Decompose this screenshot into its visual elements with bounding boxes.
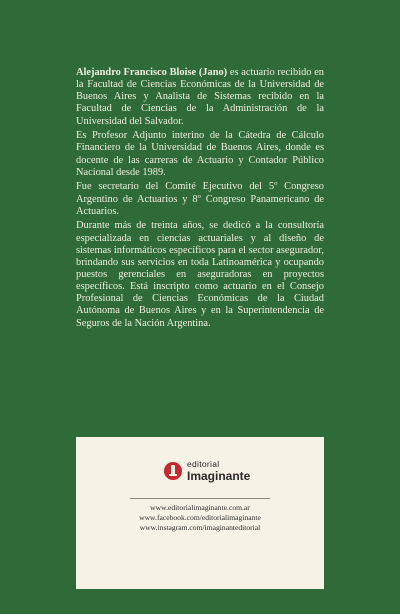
bio-intro-text: es actuario recibido en la Facultad de Ciencias Económicas de la Universidad de Buenos Aires y Analista de Sistemas recibido en la Facultad de Ciencias de la Administración de la Universidad del Salvador. (76, 67, 324, 127)
facebook-link[interactable]: www.facebook.com/editorialimaginante (139, 513, 261, 523)
publisher-logo (164, 458, 250, 484)
divider (130, 498, 270, 499)
publisher-links (76, 503, 324, 534)
publisher-prefix: editorial (187, 459, 220, 470)
publisher-box (76, 437, 324, 589)
instagram-link[interactable]: www.instagram.com/imaginanteditorial (139, 523, 261, 533)
website-link[interactable]: www.editorialimaginante.com.ar (150, 503, 250, 512)
publisher-name: Imaginante (187, 468, 251, 483)
bio-paragraph-professor: Es Profesor Adjunto interino de la Cátedra de Cálculo Financiero de la Universidad de Buenos Aires, donde es docente de las carreras de Actuario y Contador Público Nacional desde 1989. (76, 130, 324, 178)
bio-paragraph-career: Durante más de treinta años, se dedicó a la consultoría especializada en ciencias actuariales y al diseño de sistemas informáticos específicos para el sector asegurador, brindando sus servicios en toda Latinoamérica y ocupando puestos gerenciales en aseguradoras en proyectos específicos. Está inscripto como actuario en el Consejo Profesional de Ciencias Económicas de la Ciudad Autónoma de Buenos Aires y en la Superintendencia de Seguros de la Nación Argentina. (76, 220, 324, 329)
bio-paragraph-intro (76, 67, 324, 128)
author-name: Alejandro Francisco Bloise (Jano) (76, 67, 228, 78)
publisher-logo-text (187, 460, 250, 482)
book-icon (164, 462, 182, 480)
author-bio (76, 67, 324, 332)
bio-paragraph-congress: Fue secretario del Comité Ejecutivo del 5º Congreso Argentino de Actuarios y 8º Congreso Panamericano de Actuarios. (76, 181, 324, 217)
